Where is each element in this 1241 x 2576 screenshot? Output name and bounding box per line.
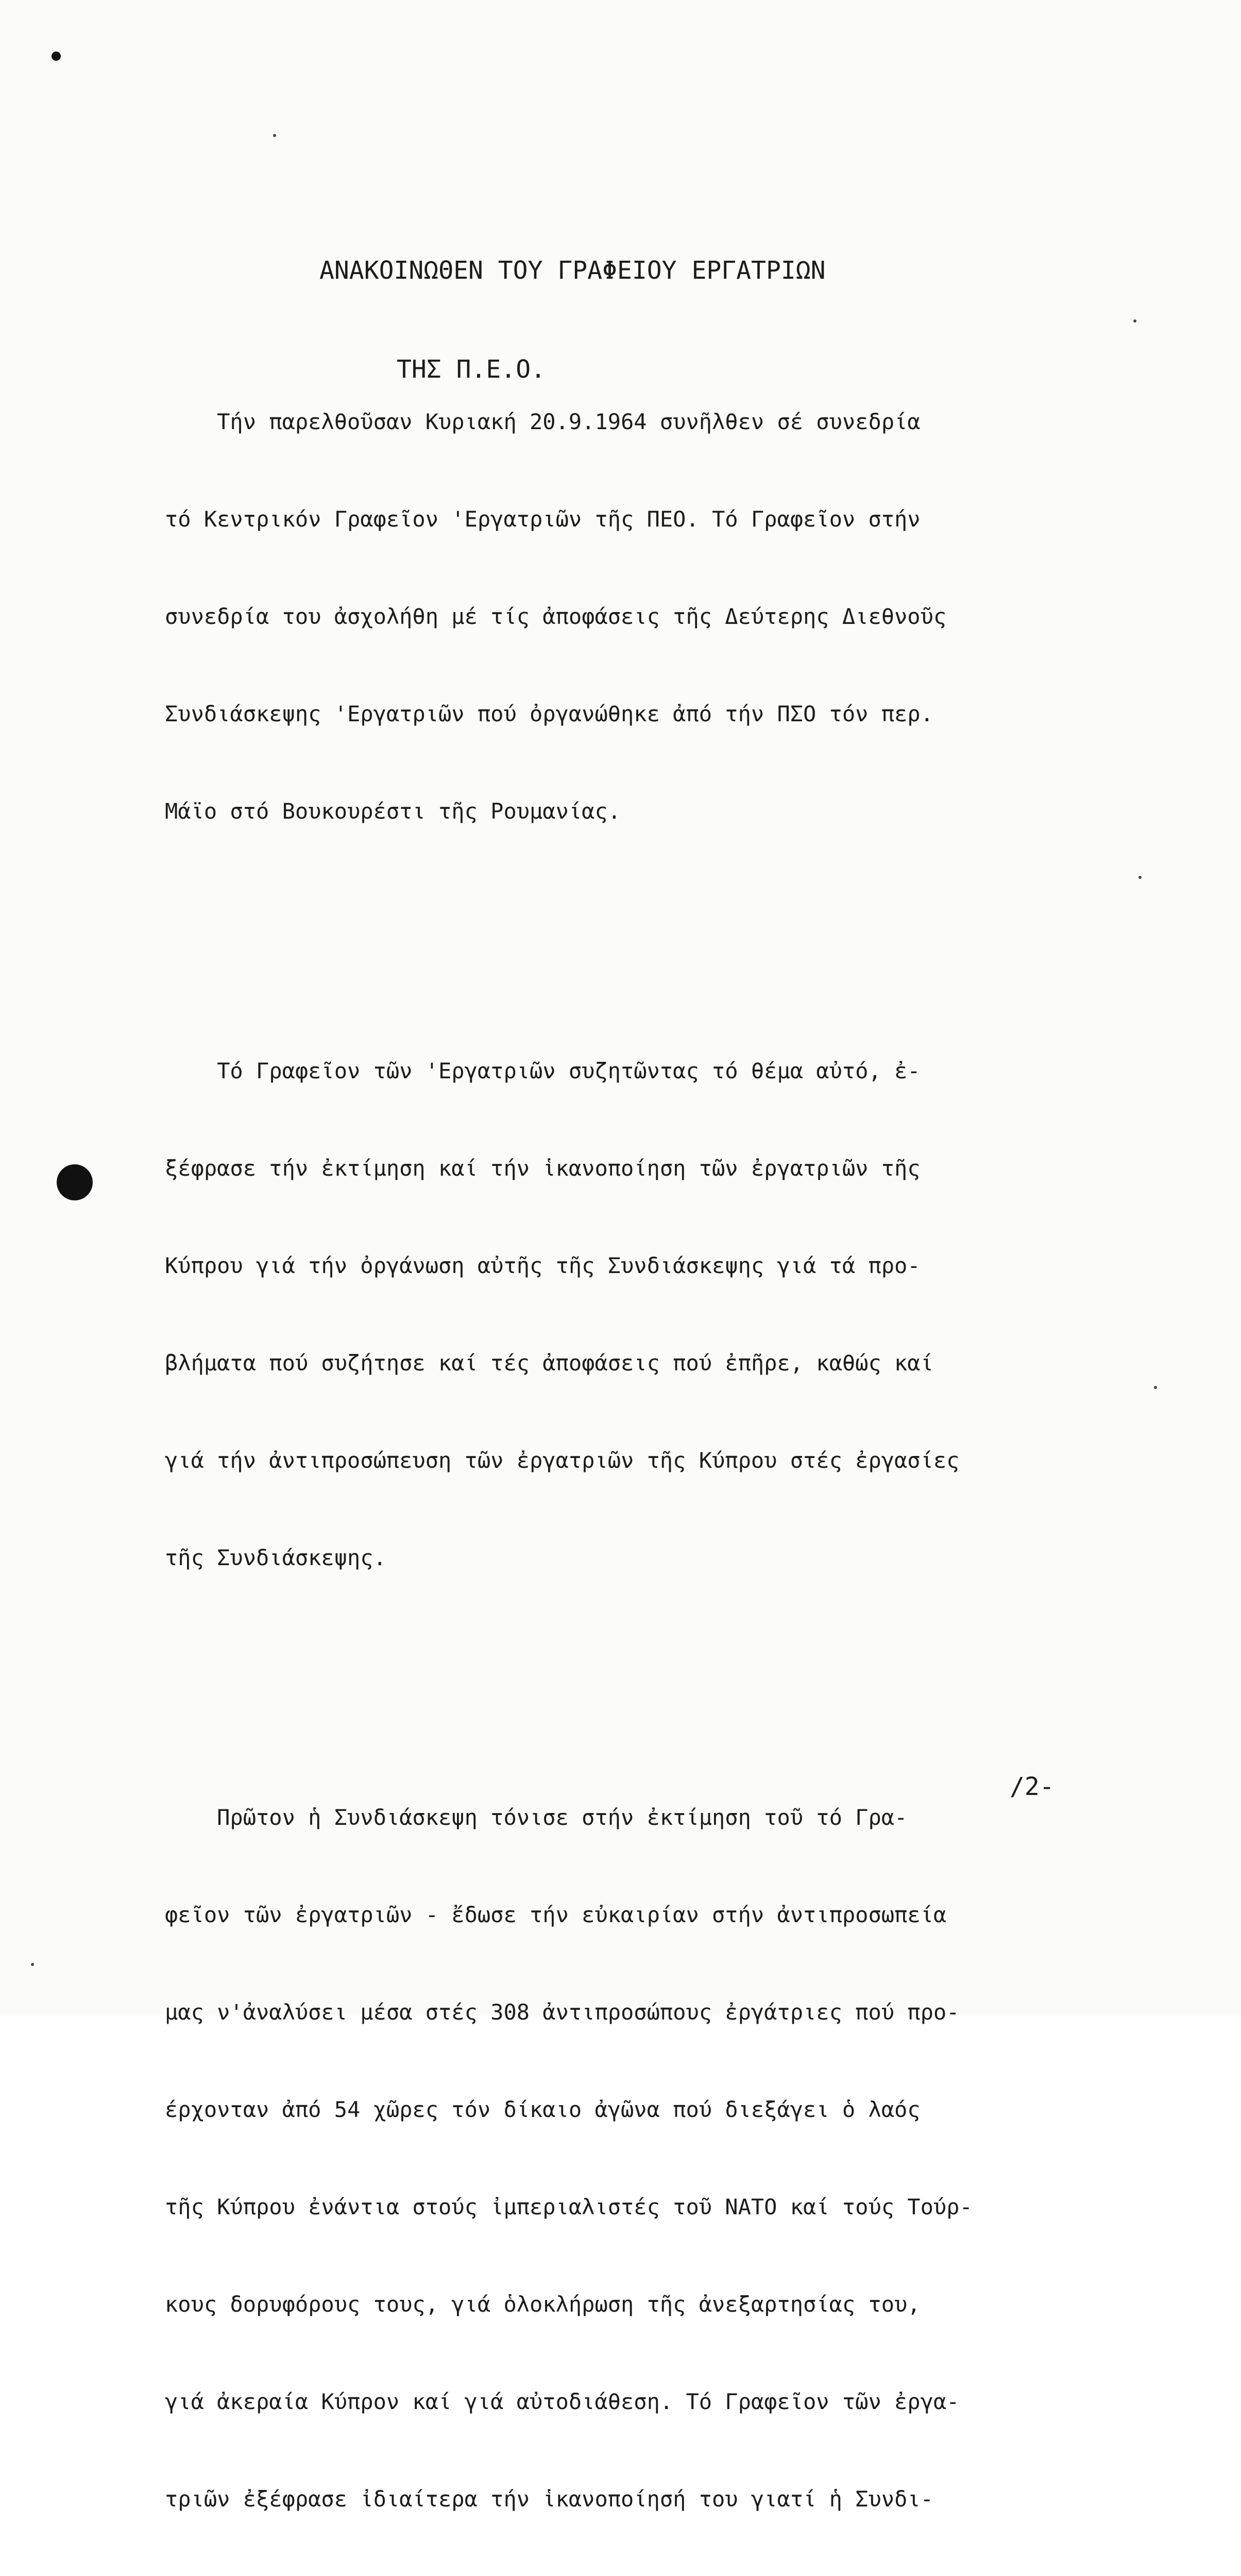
text-line: γιά τήν ἀντιπροσώπευση τῶν ἐργατριῶν τῆς Κύπρου στές ἐργασίες [165,1448,960,1473]
speck [31,1963,34,1966]
text-line: ξέφρασε τήν ἐκτίμηση καί τήν ἱκανοποίηση τῶν ἐργατριῶν τῆς [165,1156,921,1181]
text-line: Τό Γραφεῖον τῶν 'Εργατριῶν συζητῶντας τό θέμα αὐτό, ἐ- [165,1058,921,1083]
text-line: τριῶν ἐξέφρασε ἰδιαίτερα τήν ἱκανοποίησή του γιατί ἡ Συνδι- [165,2486,933,2512]
punch-hole-top [52,52,61,61]
document-body [165,276,1144,2576]
text-line: βλήματα πού συζήτησε καί τές ἀποφάσεις πού ἐπῆρε, καθώς καί [165,1350,933,1376]
paragraph-office-statement [165,990,1144,1639]
speck [273,134,276,137]
text-line: έρχονταν ἀπό 54 χῶρες τόν δίκαιο ἀγῶνα πού διεξάγει ὁ λαός [165,2097,921,2122]
text-line: τό Κεντρικόν Γραφεῖον 'Εργατριῶν τῆς ΠΕΟ. Τό Γραφεῖον στήν [165,506,921,532]
text-line: συνεδρία του ἀσχολήθη μέ τίς ἀποφάσεις τῆς Δεύτερης Διεθνοῦς [165,604,947,629]
header-title-line: ΑΝΑΚΟΙΝΩΘΕΝ ΤΟΥ ΓΡΑΦΕΙΟΥ ΕΡΓΑΤΡΙΩΝ [319,256,826,285]
text-line: φεῖον τῶν ἐργατριῶν - ἔδωσε τήν εὐκαιρίαν στήν ἀντιπροσωπεία [165,1902,947,1927]
text-line: Τήν παρελθοῦσαν Κυριακή 20.9.1964 συνῆλθεν σέ συνεδρία [165,409,921,434]
text-line: μας ν'ἀναλύσει μέσα στές 308 ἀντιπροσώπους ἐργάτριες πού προ- [165,1999,960,2025]
text-line: Κύπρου γιά τήν ὀργάνωση αὐτῆς τῆς Συνδιάσκεψης γιά τά προ- [165,1253,921,1278]
text-line: Μάϊο στό Βουκουρέστι τῆς Ρουμανίας. [165,799,621,824]
text-line: τῆς Συνδιάσκεψης. [165,1545,386,1570]
punch-hole-middle [57,1164,93,1200]
text-line: κους δορυφόρους τους, γιά ὁλοκλήρωση τῆς ἀνεξαρτησίας του, [165,2292,921,2317]
speck [1154,1386,1157,1389]
paragraph-intro [165,341,1144,892]
text-line: Πρῶτον ἡ Συνδιάσκεψη τόνισε στήν ἐκτίμηση τοῦ τό Γρα- [165,1805,908,1830]
page-number: /2- [1010,1772,1055,1801]
text-line: γιά ἀκεραία Κύπρον καί γιά αὐτοδιάθεση. Τό Γραφεῖον τῶν ἐργα- [165,2389,960,2414]
text-line: τῆς Κύπρου ἐνάντια στούς ἰμπεριαλιστές τοῦ ΝΑΤΟ καί τούς Τούρ- [165,2194,973,2219]
header-organization-line: ΤΗΣ Π.Ε.Ο. [397,355,546,384]
paragraph-first-point [165,1736,1144,2576]
text-line: Συνδιάσκεψης 'Εργατριῶν πού ὀργανώθηκε ἀπό τήν ΠΣΟ τόν περ. [165,701,933,726]
